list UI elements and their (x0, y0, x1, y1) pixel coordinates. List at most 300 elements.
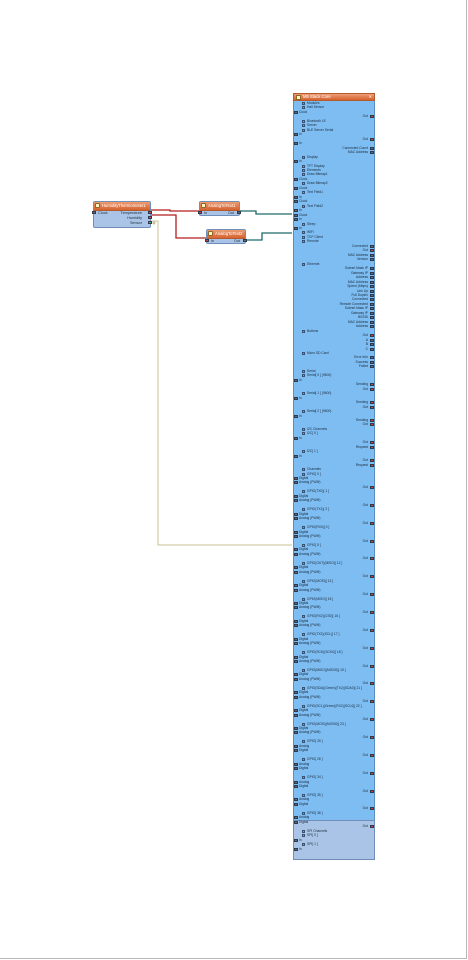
section-icon (302, 352, 305, 355)
board-input-pin[interactable] (294, 379, 298, 382)
board-output-pin[interactable] (370, 486, 374, 489)
in-pin-label: In (211, 239, 215, 243)
board-input-pin[interactable] (294, 767, 298, 770)
board-input-pin[interactable] (294, 839, 298, 842)
analogtotext2-header[interactable] (207, 230, 245, 239)
board-output-pin[interactable] (370, 647, 374, 650)
board-input-pin[interactable] (294, 187, 298, 190)
board-pin-label: Connected (352, 243, 368, 248)
board-output-pin[interactable] (370, 446, 374, 449)
board-output-pin[interactable] (370, 611, 374, 614)
board-output-pin[interactable] (370, 267, 374, 270)
board-input-pin[interactable] (294, 214, 298, 217)
board-pin-label: Bluetooth LE (307, 118, 326, 123)
board-pin-label: Out (362, 484, 368, 489)
board-pin-label: Out (362, 592, 368, 597)
board-input-pin[interactable] (294, 848, 298, 851)
section-icon (302, 830, 305, 833)
board-pin-label: GPIO(OUT)(MISO)[ 12 ] (307, 560, 343, 565)
board-pin-label: In (299, 435, 302, 440)
board-pin-label: Sleep (307, 221, 316, 226)
board-pin-label: In (299, 453, 302, 458)
board-pin-label: Subnet Mask IP (344, 266, 368, 271)
board-pin-label: Out (362, 422, 368, 427)
board-pin-label: Channels (307, 467, 321, 472)
board-input-pin[interactable] (294, 437, 298, 440)
board-input-pin[interactable] (294, 727, 298, 730)
board-pin-label: Micro SD Card (307, 351, 329, 355)
board-input-pin[interactable] (294, 785, 298, 788)
board-pin-label: Serial[ 2 ] (9600) (307, 409, 332, 414)
board-output-pin[interactable] (370, 334, 374, 337)
board-pin-label: BLE Server Serial (307, 127, 334, 132)
board-pin-label: Analog (PWM) (299, 480, 321, 485)
wire-analogtotext2-to-textfield2[interactable] (246, 233, 292, 240)
board-pin-label: Draw Bitmap2 (307, 181, 328, 186)
in-pin[interactable] (205, 239, 209, 242)
board-pin-label: MAC Address (347, 319, 368, 324)
board-pin-label: Digital (299, 618, 309, 623)
board-pin-label: Out (362, 248, 368, 253)
board-input-pin[interactable] (294, 606, 298, 609)
board-output-pin[interactable] (370, 325, 374, 328)
board-input-pin[interactable] (294, 481, 298, 484)
board-pin-label: In (299, 141, 302, 146)
temperature-pin[interactable] (148, 211, 152, 214)
board-pin-label: SPI[ 0 ] (307, 833, 318, 838)
board-input-pin[interactable] (294, 745, 298, 748)
board-input-pin[interactable] (294, 415, 298, 418)
board-output-pin[interactable] (370, 258, 374, 261)
board-output-pin[interactable] (370, 423, 374, 426)
out-pin-label: Out (227, 211, 234, 215)
board-input-pin[interactable] (294, 673, 298, 676)
board-output-pin[interactable] (370, 540, 374, 543)
board-pin-label: GPIO[ 5 ] (307, 542, 321, 547)
clock-pin[interactable] (92, 211, 96, 214)
out-pin[interactable] (243, 239, 247, 242)
board-input-pin[interactable] (294, 620, 298, 623)
board-output-pin[interactable] (370, 593, 374, 596)
section-icon (302, 124, 305, 127)
board-input-pin[interactable] (294, 397, 298, 400)
board-pin-label: Analog (PWM) (299, 569, 321, 574)
board-output-pin[interactable] (370, 303, 374, 306)
board-output-pin[interactable] (370, 736, 374, 739)
board-input-pin[interactable] (294, 678, 298, 681)
board-input-pin[interactable] (294, 763, 298, 766)
board-pin-label: SPI[ 1 ] (307, 842, 318, 847)
board-output-pin[interactable] (370, 294, 374, 297)
board-pin-label: I2C[ 1 ] (307, 449, 318, 454)
board-output-pin[interactable] (370, 464, 374, 467)
analogtotext2-component[interactable] (206, 229, 246, 244)
section-icon (302, 374, 305, 377)
board-pin-label: TFT Display (307, 163, 325, 168)
board-output-pin[interactable] (370, 339, 374, 342)
converter-icon (201, 203, 206, 208)
wire-sensor-to-gpio5[interactable] (151, 221, 292, 545)
board-input-pin[interactable] (294, 517, 298, 520)
board-input-pin[interactable] (294, 749, 298, 752)
board-pin-label: Sending (355, 400, 368, 405)
wire-junction (153, 222, 156, 225)
board-pin-label: Success (355, 359, 368, 364)
wire-analogtotext1-to-textfield1[interactable] (240, 211, 292, 214)
board-pin-label: Serial[ 0 ] (9600) (307, 373, 332, 378)
board-input-pin[interactable] (294, 218, 298, 221)
board-input-pin[interactable] (294, 133, 298, 136)
board-pin-label: In (299, 226, 302, 230)
board-pin-label: BSSID (358, 315, 368, 320)
section-icon (302, 165, 305, 168)
board-pin-label: I2C Channels (307, 426, 327, 431)
board-pin-label: Out (362, 645, 368, 650)
board-pin-label: Clock (299, 199, 308, 204)
board-output-pin[interactable] (370, 307, 374, 310)
in-pin-label: In (204, 211, 208, 215)
board-pin-label: In (299, 837, 302, 842)
board-pin-label: SPI Channels (307, 828, 328, 833)
board-pin-label: Out (362, 520, 368, 525)
section-icon (302, 156, 305, 159)
board-input-pin[interactable] (294, 731, 298, 734)
board-input-pin[interactable] (294, 200, 298, 203)
board-output-pin[interactable] (370, 151, 374, 154)
board-input-pin[interactable] (294, 566, 298, 569)
board-input-pin[interactable] (294, 642, 298, 645)
board-pin-label: Digital (299, 476, 309, 480)
board-output-pin[interactable] (370, 401, 374, 404)
board-pin-label: Analog (PWM) (299, 712, 321, 717)
board-input-pin[interactable] (294, 781, 298, 784)
board-output-pin[interactable] (370, 245, 374, 248)
board-output-pin[interactable] (370, 316, 374, 319)
board-title: M5 Stack Core (303, 94, 331, 99)
board-pin-label: GPIO(TX0)[ 1 ] (307, 489, 329, 494)
board-output-pin[interactable] (370, 147, 374, 150)
board-output-pin[interactable] (370, 383, 374, 386)
board-output-pin[interactable] (370, 276, 374, 279)
board-output-pin[interactable] (370, 682, 374, 685)
board-pin-label: GPIO(SCK)(SCK0)[ 18 ] (307, 650, 343, 655)
section-icon (302, 102, 305, 105)
board-pin-label: Display (307, 154, 318, 159)
board-pin-label: Ethernet (307, 261, 320, 266)
board-pin-label: In (299, 159, 302, 164)
board-output-pin[interactable] (370, 419, 374, 422)
board-input-pin[interactable] (294, 477, 298, 480)
board-pin-label: MAC Address (347, 252, 368, 257)
board-pin-label: GPIO(SDA)(Green)(TX2)(SDA0)[ 21 ] (307, 685, 362, 690)
board-output-pin[interactable] (370, 343, 374, 346)
board-output-pin[interactable] (370, 361, 374, 364)
board-input-pin[interactable] (294, 499, 298, 502)
board-pin-label: Sending (355, 382, 368, 387)
clock-pin-label: Clock (98, 211, 108, 215)
board-input-pin[interactable] (294, 589, 298, 592)
board-input-pin[interactable] (294, 821, 298, 824)
board-pin-label: Digital (299, 601, 309, 605)
board-output-pin[interactable] (370, 348, 374, 351)
board-output-pin[interactable] (370, 138, 374, 141)
board-output-pin[interactable] (370, 807, 374, 810)
section-icon (302, 236, 305, 239)
board-pin-label: GPIO(TX1)[ 2 ] (307, 507, 329, 512)
board-pin-label: Analog (PWM) (299, 605, 321, 610)
board-output-pin[interactable] (370, 290, 374, 293)
board-pin-label: Error Info (354, 355, 368, 360)
board-output-pin[interactable] (370, 115, 374, 118)
board-pin-label: In (299, 377, 302, 382)
section-icon (302, 615, 305, 618)
board-pin-label: Subnet Mask IP (344, 306, 368, 311)
board-pin-label: Elements (307, 167, 321, 172)
board-pin-label: Analog (PWM) (299, 641, 321, 646)
board-pin-label: Address (355, 275, 368, 280)
board-pin-label: Analog (PWM) (299, 551, 321, 556)
board-pin-label: A (365, 337, 368, 342)
board-pin-label: Out (362, 734, 368, 739)
board-input-pin[interactable] (294, 553, 298, 556)
board-pin-label: Analog (299, 743, 310, 748)
humidity-pin[interactable] (148, 216, 152, 219)
board-output-pin[interactable] (370, 272, 374, 275)
board-input-pin[interactable] (294, 455, 298, 458)
board-input-pin[interactable] (294, 227, 298, 230)
board-input-pin[interactable] (294, 584, 298, 587)
board-pin-label: TCP Client (307, 234, 323, 239)
board-pin-label: Analog (299, 815, 310, 820)
component-title: HumidityThermometer1 (102, 203, 146, 208)
board-pin-label: In (299, 208, 302, 213)
board-pin-label: GPIO(RX2)(CS0)[ 16 ] (307, 614, 340, 619)
board-input-pin[interactable] (294, 696, 298, 699)
board-input-pin[interactable] (294, 816, 298, 819)
section-icon (302, 231, 305, 234)
section-icon (302, 263, 305, 266)
board-input-pin[interactable] (294, 111, 298, 114)
sensor-icon (95, 203, 100, 208)
board-output-pin[interactable] (370, 365, 374, 368)
board-pin-label: Out (362, 136, 368, 141)
board-pin-label: Digital (299, 672, 309, 677)
board-pin-label: Digital (299, 819, 309, 824)
board-pin-label: GPIO[ 36 ] (307, 810, 323, 815)
board-input-pin[interactable] (294, 209, 298, 212)
board-pin-label: Digital (299, 784, 309, 789)
board-pin-label: WiFi (307, 230, 314, 235)
board-output-pin[interactable] (370, 298, 374, 301)
section-icon (302, 468, 305, 471)
board-pin-label: GPIO[ 26 ] (307, 757, 323, 762)
board-pin-label: Digital (299, 583, 309, 588)
out-pin[interactable] (237, 211, 241, 214)
board-input-pin[interactable] (294, 691, 298, 694)
section-icon (302, 508, 305, 511)
board-output-pin[interactable] (370, 557, 374, 560)
analogtotext1-header[interactable] (200, 202, 239, 211)
board-pin-label: Analog (PWM) (299, 676, 321, 681)
board-pin-label: Speed (Mbps) (347, 284, 368, 289)
board-input-pin[interactable] (294, 602, 298, 605)
board-pin-label: Address (355, 324, 368, 329)
board-output-pin[interactable] (370, 700, 374, 703)
board-input-pin[interactable] (294, 196, 298, 199)
board-input-pin[interactable] (294, 709, 298, 712)
board-pin-label: Connected (352, 297, 368, 302)
board-output-pin[interactable] (370, 406, 374, 409)
board-output-pin[interactable] (370, 718, 374, 721)
board-output-pin[interactable] (370, 665, 374, 668)
wire-humidity-to-analogtotext2[interactable] (151, 215, 206, 238)
board-input-pin[interactable] (294, 798, 298, 801)
board-output-pin[interactable] (370, 629, 374, 632)
board-pin-label: Version (357, 257, 368, 262)
board-output-pin[interactable] (370, 321, 374, 324)
board-input-pin[interactable] (294, 142, 298, 145)
board-output-pin[interactable] (370, 356, 374, 359)
board-pin-label: Clock (299, 185, 308, 190)
section-icon (302, 392, 305, 395)
section-icon (302, 240, 305, 243)
board-input-pin[interactable] (294, 178, 298, 181)
board-pin-label: Analog (299, 797, 310, 802)
board-input-pin[interactable] (294, 531, 298, 534)
board-input-pin[interactable] (294, 571, 298, 574)
board-pin-label: Analog (PWM) (299, 516, 321, 521)
board-output-pin[interactable] (370, 285, 374, 288)
board-output-pin[interactable] (370, 825, 374, 828)
board-pin-label: Out (362, 806, 368, 811)
section-icon (302, 223, 305, 226)
board-input-pin[interactable] (294, 656, 298, 659)
board-pin-label: Clock (299, 212, 308, 217)
board-pin-label: Out (362, 699, 368, 704)
board-pin-label: MAC Address (347, 150, 368, 155)
board-input-pin[interactable] (294, 714, 298, 717)
board-pin-label: In (299, 413, 302, 418)
board-pin-label: In (299, 846, 302, 851)
section-icon (302, 776, 305, 779)
section-icon (302, 428, 305, 431)
board-pin-label: In (299, 217, 302, 222)
board-output-pin[interactable] (370, 754, 374, 757)
board-pin-label: GPIO(MISO)[ 15 ] (307, 596, 334, 601)
section-icon (302, 205, 305, 208)
board-output-pin[interactable] (370, 249, 374, 252)
board-pin-label: Clock (299, 109, 308, 114)
board-pin-label: In (299, 194, 302, 199)
board-pin-label: Out (362, 681, 368, 686)
board-pin-label: Failed (359, 364, 368, 369)
board-pin-label: Digital (299, 801, 309, 806)
board-pin-label: Analog (PWM) (299, 659, 321, 664)
board-pin-label: Full Duplex (351, 292, 368, 297)
board-input-pin[interactable] (294, 803, 298, 806)
board-output-pin[interactable] (370, 441, 374, 444)
board-pin-label: Server (307, 123, 317, 128)
in-pin[interactable] (198, 211, 202, 214)
section-icon (302, 120, 305, 123)
board-output-pin[interactable] (370, 522, 374, 525)
sensor-pin[interactable] (148, 221, 152, 224)
section-icon (302, 834, 305, 837)
board-pin-label: GPIO(RX0)[ 3 ] (307, 525, 330, 530)
board-pin-label: Serial[ 1 ] (9600) (307, 391, 332, 396)
temperature-pin-label: Temperature (120, 211, 142, 215)
board-input-pin[interactable] (294, 160, 298, 163)
board-pin-label: Out (362, 574, 368, 579)
board-pin-label: Digital (299, 493, 309, 498)
section-icon (302, 169, 305, 172)
board-pin-label: GPIO[ 35 ] (307, 792, 323, 797)
board-pin-label: Out (362, 404, 368, 409)
board-output-pin[interactable] (370, 575, 374, 578)
board-output-pin[interactable] (370, 504, 374, 507)
wire-temperature-to-analogtotext1[interactable] (151, 210, 199, 211)
board-input-pin[interactable] (294, 660, 298, 663)
humidity-thermometer-component[interactable] (93, 201, 151, 228)
board-pin-label: Out (362, 458, 368, 463)
board-pin-label: Link Up (356, 288, 368, 293)
analogtotext1-component[interactable] (199, 201, 240, 216)
board-pin-label: Digital (299, 748, 309, 753)
board-output-pin[interactable] (370, 312, 374, 315)
board-pin-label: Digital (299, 654, 309, 659)
board-input-pin[interactable] (294, 513, 298, 516)
humidity-thermometer-header[interactable] (94, 202, 150, 211)
board-output-pin[interactable] (370, 459, 374, 462)
board-pin-label: Digital (299, 766, 309, 771)
board-pin-label: Digital (299, 726, 309, 730)
board-output-pin[interactable] (370, 772, 374, 775)
board-output-pin[interactable] (370, 388, 374, 391)
board-pin-label: Out (362, 788, 368, 793)
board-input-pin[interactable] (294, 638, 298, 641)
board-pin-label: Hall Sensor (307, 105, 325, 110)
board-icon (296, 95, 301, 100)
board-input-pin[interactable] (294, 548, 298, 551)
board-pin-label: Sending (355, 417, 368, 422)
board-output-pin[interactable] (370, 281, 374, 284)
board-input-pin[interactable] (294, 495, 298, 498)
board-output-pin[interactable] (370, 790, 374, 793)
section-icon (302, 740, 305, 743)
board-pin-label: Digital (299, 529, 309, 534)
m5stack-core-header[interactable] (293, 93, 375, 101)
board-output-pin[interactable] (370, 254, 374, 257)
board-input-pin[interactable] (294, 535, 298, 538)
board-pin-label: MAC Address (347, 279, 368, 284)
board-pin-label: In (299, 132, 302, 137)
sensor-pin-label: Sensor (129, 221, 142, 225)
board-pin-label: Analog (299, 761, 310, 766)
board-pin-label: Out (362, 538, 368, 543)
board-pin-label: GPIO(TX2)(SCL)[ 17 ] (307, 632, 340, 637)
close-icon[interactable]: ✕ (368, 94, 372, 99)
section-icon (302, 370, 305, 373)
board-pin-label: Digital (299, 547, 309, 552)
board-input-pin[interactable] (294, 624, 298, 627)
board-pin-label: Out (362, 440, 368, 445)
board-pin-label: Buttons (307, 328, 319, 333)
board-pin-label: Analog (PWM) (299, 623, 321, 628)
board-pin-label: Modules (307, 101, 320, 105)
section-icon (302, 490, 305, 493)
out-pin-label: Out (233, 239, 240, 243)
section-icon (302, 526, 305, 529)
